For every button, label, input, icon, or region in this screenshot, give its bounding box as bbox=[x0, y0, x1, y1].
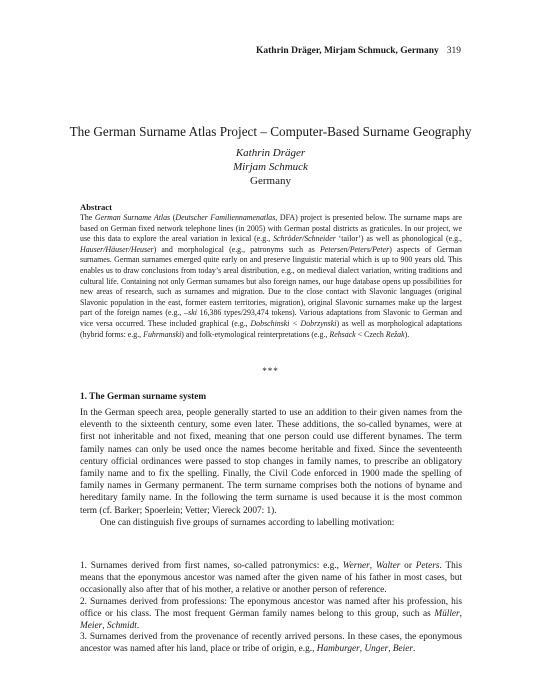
byline bbox=[0, 146, 541, 188]
list-item: 1. Surnames derived from first names, so-called patronymics: e.g., Werner, Walter or Peters. This means that the eponymous ancestor was named after the given name of his father in most cases, but occasionally also after that of his mother, a relative or another person of reference. bbox=[80, 561, 462, 596]
section-separator: *** bbox=[262, 366, 279, 376]
abstract-text: The German Surname Atlas (Deutscher Familiennamenatlas, DFA) project is presented below. The surname maps are based on German fixed network telephone lines (in 2005) with German postal districts as graticules. In our project, we use this data to explore the areal variation in lexical (e.g., Schröder/Schneider ‘tailor’) as well as phonological (e.g., Hauser/Häuser/Heuser) and morphological (e.g., patronyms such as Petersen/Peters/Peter) aspects of German surnames. German surnames emerged quite early on and preserve linguistic material which is up to 900 years old. This enables us to draw conclusions from today’s areal distribution, e.g., on medieval dialect variation, writing traditions and cultural life. Containing not only German surnames but also foreign names, our huge database opens up possibilities for new areas of research, such as surnames and migration. Due to the close contact with Slavonic languages (original Slavonic population in the east, former eastern territories, migration), original Slavonic surnames make up the largest part of the foreign names (e.g., –ski 16,386 types/293,474 tokens). Various adaptations from Slavonic to German and vice versa occurred. These included graphical (e.g., Dobschinski < Dobrzynski) as well as morphological adaptations (hybrid forms: e.g., Fuhrmanski) and folk-etymological reinterpretations (e.g., Rehsack < Czech Režak). bbox=[80, 213, 462, 339]
running-header bbox=[256, 46, 461, 56]
abstract-heading: Abstract bbox=[80, 202, 112, 212]
section-heading: 1. The German surname system bbox=[80, 392, 207, 402]
list-item: 2. Surnames derived from professions: The eponymous ancestor was named after his profession, his office or his class. The most frequent German family names belong to this group, such as Müller, Meier, Schmidt. bbox=[80, 597, 462, 632]
page-number: 319 bbox=[446, 46, 461, 56]
author-country: Germany bbox=[250, 175, 291, 187]
body-paragraph bbox=[80, 407, 462, 529]
author-name: Mirjam Schmuck bbox=[233, 161, 308, 173]
list-item: 3. Surnames derived from the provenance of recently arrived persons. In these cases, the eponymous ancestor was named after his land, place or tribe of origin, e.g., Hamburger, Unger, Beier. bbox=[80, 632, 462, 655]
paragraph-text: One can distinguish five groups of surnames according to labelling motivation: bbox=[100, 517, 395, 528]
author-name: Kathrin Dräger bbox=[235, 147, 306, 159]
paragraph-text: In the German speech area, people generally started to use an addition to their given names from the eleventh to the sixteenth century, some even later. These additions, the so-called bynames, were at first not inheritable and not fixed, meaning that one person could use different bynames. The term family names can only be used once the names become heritable and fixed. Since the seventeenth century official ordinances were passed to stop changes in family names, to prescribe an obligatory family name and to fix the spelling. Finally, the Civil Code enforced in 1900 made the spelling of family names in Germany permanent. The term surname comprises both the notions of byname and hereditary family name. In the following the term surname is used because it is the most common term (cf. Barker; Spoerlein; Vetter; Viereck 2007: 1). bbox=[80, 408, 462, 516]
paper-title: The German Surname Atlas Project – Computer-Based Surname Geography bbox=[69, 124, 472, 139]
header-authors: Kathrin Dräger, Mirjam Schmuck, Germany bbox=[255, 46, 439, 56]
